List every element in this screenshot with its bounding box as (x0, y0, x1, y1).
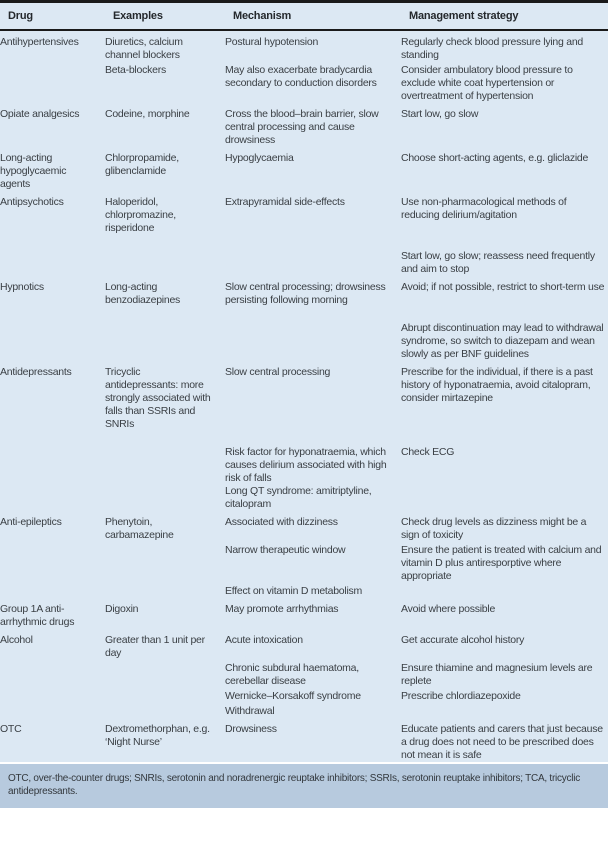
examples-cell (105, 516, 225, 542)
footnote: OTC, over-the-counter drugs; SNRIs, serotonin and noradrenergic reuptake inhibitors; SSRIs, serotonin reuptake inhibitors; TCA, tricyclic antidepressants. (0, 762, 608, 808)
cell-text: Alcohol (0, 634, 33, 646)
table-header-row (0, 3, 608, 29)
table-row (0, 511, 608, 598)
examples-cell (105, 322, 225, 361)
examples-cell (105, 366, 225, 431)
drug-cell (0, 516, 105, 542)
management-cell (401, 152, 608, 191)
cell-text: Chronic subdural haematoma, cerebellar disease (225, 662, 359, 687)
examples-cell (105, 250, 225, 276)
drug-cell (0, 603, 105, 629)
cell-text: Associated with dizziness (225, 516, 338, 528)
management-cell (401, 662, 608, 688)
examples-cell (105, 603, 225, 629)
column-header-management-strategy: Management strategy (409, 10, 519, 22)
examples-cell (105, 705, 225, 718)
cell-text: Prescribe chlordiazepoxide (401, 690, 521, 702)
cell-text: Phenytoin, carbamazepine (105, 516, 174, 541)
cell-text: Drowsiness (225, 723, 277, 735)
table-row (0, 598, 608, 629)
drug-cell (0, 690, 105, 703)
row-band (0, 634, 608, 660)
drug-cell (0, 662, 105, 688)
cell-text: Start low, go slow (401, 108, 479, 120)
cell-text: Hypnotics (0, 281, 44, 293)
cell-text: Antipsychotics (0, 196, 64, 208)
examples-cell (105, 544, 225, 583)
cell-text: Long QT syndrome: amitriptyline, citalopram (225, 485, 372, 510)
table-row (0, 147, 608, 191)
cell-text: May promote arrhythmias (225, 603, 339, 615)
drug-cell (0, 446, 105, 511)
cell-text: Long-acting benzodiazepines (105, 281, 181, 306)
management-cell (401, 634, 608, 660)
row-band (0, 281, 608, 307)
cell-text: Ensure thiamine and magnesium levels are replete (401, 662, 593, 687)
drug-cell (0, 705, 105, 718)
mechanism-cell (225, 603, 401, 629)
mechanism-cell (225, 108, 401, 147)
cell-text: Withdrawal (225, 705, 275, 717)
mechanism-cell (225, 723, 401, 762)
cell-text: Narrow therapeutic window (225, 544, 346, 556)
cell-text: Group 1A anti-arrhythmic drugs (0, 603, 75, 628)
drug-cell (0, 281, 105, 307)
mechanism-cell (225, 281, 401, 307)
management-cell (401, 64, 608, 103)
mechanism-cell (225, 544, 401, 583)
column-header-mechanism: Mechanism (233, 10, 292, 22)
cell-text: Avoid; if not possible, restrict to short-term use (401, 281, 605, 293)
cell-text: Prescribe for the individual, if there is a past history of hyponatraemia, avoid citalopram, consider mirtazepine (401, 366, 593, 404)
table-row (0, 361, 608, 511)
cell-text: May also exacerbate bradycardia secondary to conduction disorders (225, 64, 377, 89)
mechanism-cell (225, 516, 401, 542)
examples-cell (105, 281, 225, 307)
drug-cell (0, 36, 105, 62)
mechanism-cell (225, 64, 401, 103)
examples-cell (105, 196, 225, 235)
drug-cell (0, 585, 105, 598)
cell-text: Regularly check blood pressure lying and standing (401, 36, 584, 61)
management-cell (401, 723, 608, 762)
drug-cell (0, 64, 105, 103)
examples-cell (105, 446, 225, 511)
cell-text: Slow central processing (225, 366, 331, 378)
management-cell (401, 516, 608, 542)
management-cell (401, 705, 608, 718)
management-cell (401, 322, 608, 361)
drug-cell (0, 723, 105, 762)
examples-cell (105, 723, 225, 762)
row-band (0, 585, 608, 598)
management-cell (401, 108, 608, 147)
management-cell (401, 603, 608, 629)
cell-text: Use non-pharmacological methods of reducing delirium/agitation (401, 196, 567, 221)
row-band (0, 196, 608, 235)
mechanism-cell (225, 662, 401, 688)
management-cell (401, 446, 608, 511)
mechanism-cell (225, 196, 401, 235)
management-cell (401, 196, 608, 235)
cell-text: Educate patients and carers that just because a drug does not need to be prescribed does not mean it is safe (401, 723, 603, 761)
management-cell (401, 36, 608, 62)
cell-text: Antidepressants (0, 366, 72, 378)
cell-text: Choose short-acting agents, e.g. gliclazide (401, 152, 589, 164)
row-band (0, 64, 608, 103)
row-band (0, 690, 608, 703)
cell-text: Diuretics, calcium channel blockers (105, 36, 183, 61)
examples-cell (105, 108, 225, 147)
management-cell (401, 690, 608, 703)
examples-cell (105, 36, 225, 62)
row-band (0, 446, 608, 511)
mechanism-cell (225, 705, 401, 718)
cell-text: Check drug levels as dizziness might be a sign of toxicity (401, 516, 587, 541)
cell-text: Beta-blockers (105, 64, 166, 76)
table-row (0, 718, 608, 762)
mechanism-cell (225, 36, 401, 62)
management-cell (401, 250, 608, 276)
cell-text: Risk factor for hyponatraemia, which causes delirium associated with high risk of falls (225, 446, 387, 484)
cell-text: Cross the blood–brain barrier, slow central processing and cause drowsiness (225, 108, 379, 146)
mechanism-cell (225, 322, 401, 361)
examples-cell (105, 662, 225, 688)
cell-text: Get accurate alcohol history (401, 634, 525, 646)
drug-cell (0, 108, 105, 147)
cell-text: Slow central processing; drowsiness persisting following morning (225, 281, 386, 306)
drug-cell (0, 544, 105, 583)
cell-text: Abrupt discontinuation may lead to withdrawal syndrome, so switch to diazepam and wean slowly as per BNF guidelines (401, 322, 604, 360)
drug-cell (0, 152, 105, 191)
cell-text: Acute intoxication (225, 634, 303, 646)
mechanism-cell (225, 250, 401, 276)
cell-text: Chlorpropamide, glibenclamide (105, 152, 179, 177)
row-band (0, 152, 608, 191)
cell-text: Anti-epileptics (0, 516, 62, 528)
row-band (0, 662, 608, 688)
cell-text: Check ECG (401, 446, 455, 458)
management-cell (401, 585, 608, 598)
examples-cell (105, 152, 225, 191)
row-band (0, 36, 608, 62)
cell-text: Tricyclic antidepressants: more strongly associated with falls than SSRIs and SNRIs (105, 366, 211, 430)
column-header-examples: Examples (113, 10, 163, 22)
row-band (0, 705, 608, 718)
cell-text: Avoid where possible (401, 603, 496, 615)
drug-cell (0, 196, 105, 235)
drug-cell (0, 250, 105, 276)
cell-text: Extrapyramidal side-effects (225, 196, 345, 208)
mechanism-cell (225, 152, 401, 191)
cell-text: Long-acting hypoglycaemic agents (0, 152, 67, 190)
examples-cell (105, 585, 225, 598)
table-row (0, 103, 608, 147)
mechanism-cell (225, 446, 401, 511)
management-cell (401, 281, 608, 307)
cell-text: Ensure the patient is treated with calcium and vitamin D plus antiresporptive where appropriate (401, 544, 602, 582)
cell-text: Opiate analgesics (0, 108, 80, 120)
cell-text: Wernicke–Korsakoff syndrome (225, 690, 361, 702)
mechanism-cell (225, 634, 401, 660)
mechanism-cell (225, 585, 401, 598)
cell-text: Consider ambulatory blood pressure to exclude white coat hypertension or overtreatment of hypertension (401, 64, 573, 102)
row-band (0, 544, 608, 583)
table-row (0, 31, 608, 103)
cell-text: Effect on vitamin D metabolism (225, 585, 363, 597)
mechanism-cell (225, 366, 401, 431)
cell-text: Start low, go slow; reassess need frequently and aim to stop (401, 250, 595, 275)
examples-cell (105, 634, 225, 660)
drug-cell (0, 366, 105, 431)
drug-cell (0, 322, 105, 361)
management-cell (401, 544, 608, 583)
drug-cell (0, 634, 105, 660)
mechanism-cell (225, 690, 401, 703)
cell-text: Antihypertensives (0, 36, 79, 48)
row-band (0, 250, 608, 276)
cell-text: Haloperidol, chlorpromazine, risperidone (105, 196, 176, 234)
management-cell (401, 366, 608, 431)
cell-text: Digoxin (105, 603, 139, 615)
cell-text: Greater than 1 unit per day (105, 634, 205, 659)
row-band (0, 516, 608, 542)
row-band (0, 108, 608, 147)
cell-text: Dextromethorphan, e.g. ‘Night Nurse’ (105, 723, 210, 748)
cell-text: Postural hypotension (225, 36, 319, 48)
table-row (0, 276, 608, 361)
cell-text: OTC (0, 723, 22, 735)
cell-text: Codeine, morphine (105, 108, 190, 120)
row-band (0, 366, 608, 431)
examples-cell (105, 64, 225, 103)
table-row (0, 191, 608, 276)
examples-cell (105, 690, 225, 703)
cell-text: Hypoglycaemia (225, 152, 294, 164)
column-header-drug: Drug (8, 10, 33, 22)
row-band (0, 322, 608, 361)
row-band (0, 723, 608, 762)
row-band (0, 603, 608, 629)
table-row (0, 629, 608, 718)
table-body (0, 31, 608, 762)
